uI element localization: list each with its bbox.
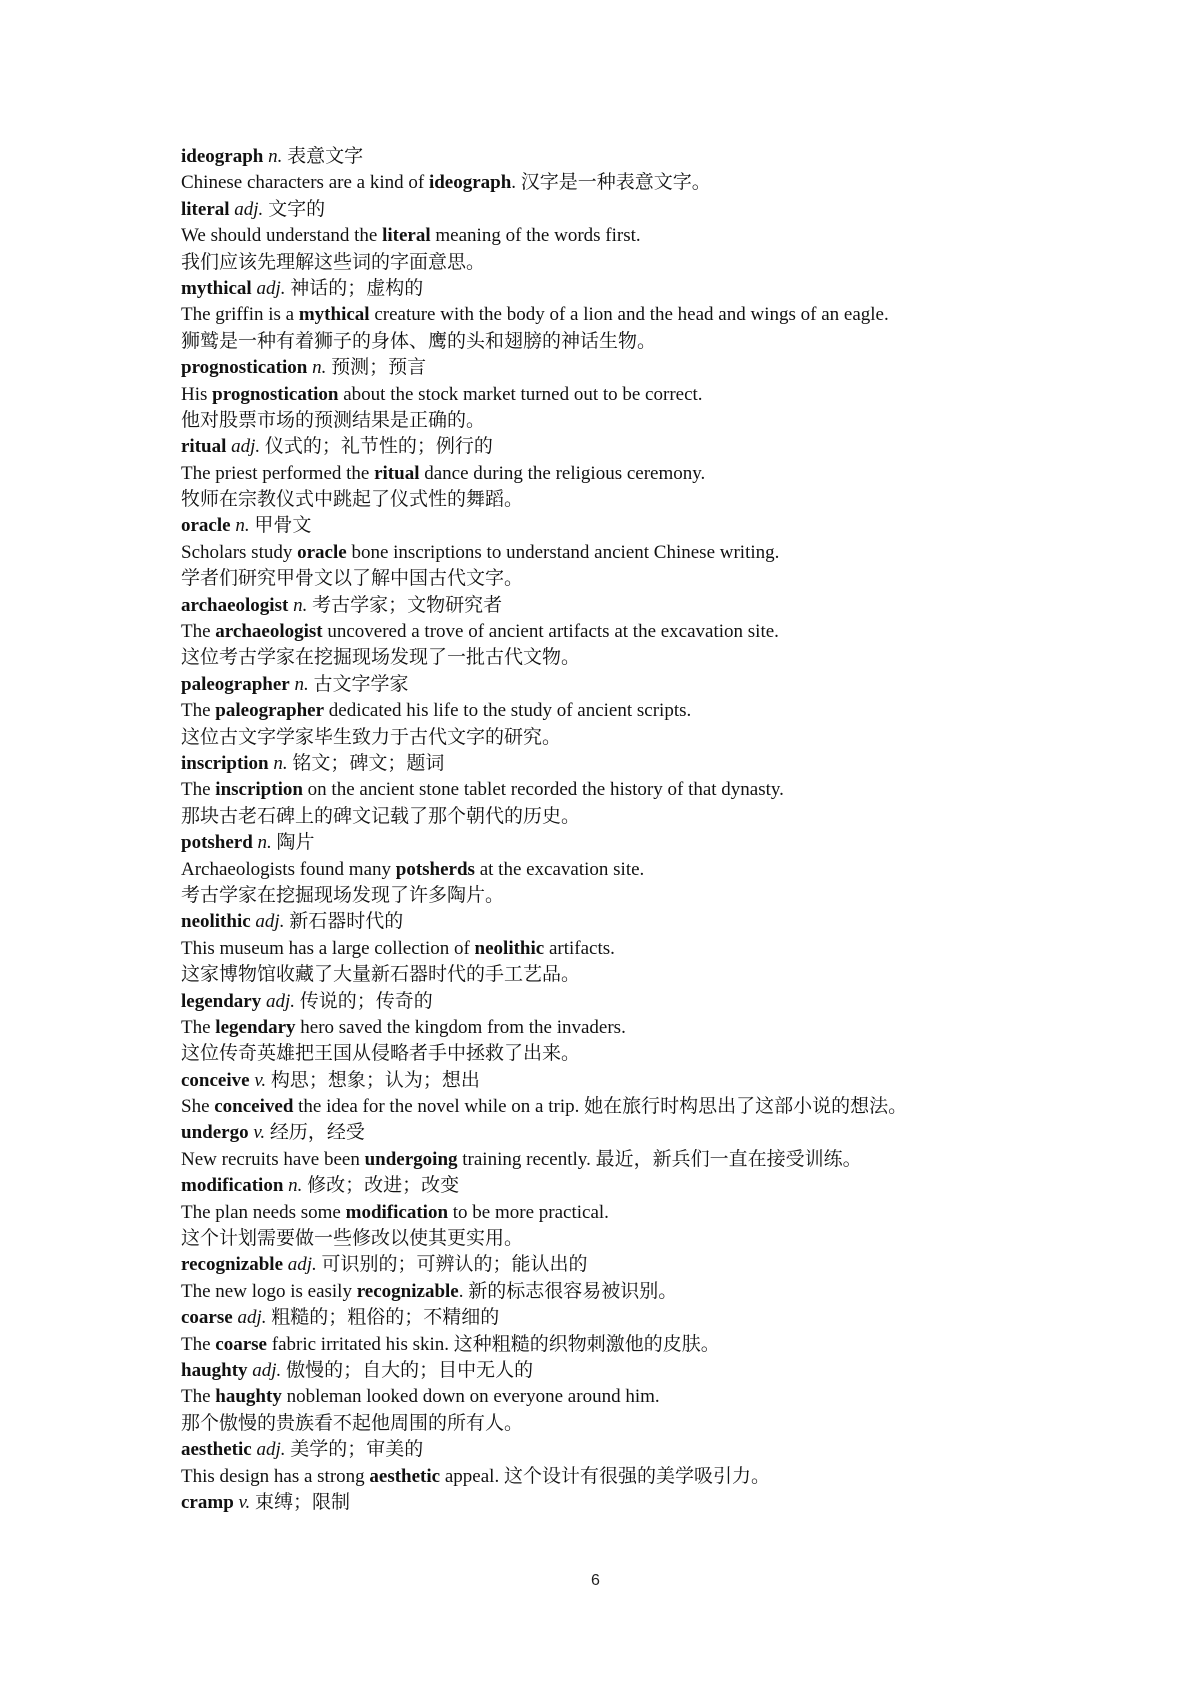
example-text: . 汉字是一种表意文字。 [511,172,711,194]
example-text: Archaeologists found many [181,858,396,880]
example-sentence-line [181,857,1111,883]
highlighted-word: prognostication [212,383,339,405]
example-sentence-line [181,1094,1111,1120]
highlighted-word: inscription [215,779,303,801]
entry-headword-line [181,672,1111,698]
example-text: The priest performed the [181,462,375,484]
highlighted-word: ritual [374,462,420,484]
part-of-speech: v. [253,1122,266,1144]
example-text: She [181,1096,215,1118]
part-of-speech: n. [268,146,283,167]
chinese-meaning: 美学的；审美的 [290,1439,424,1461]
example-text: 那个傲慢的贵族看不起他周围的所有人。 [181,1412,524,1434]
vocab-entry [181,355,1111,434]
example-text: fabric irritated his skin. 这种粗糙的织物刺激他的皮肤。 [267,1333,720,1355]
vocab-entry [181,1120,1111,1173]
example-text: bone inscriptions to understand ancient Chinese writing. [346,541,780,563]
chinese-meaning: 考古学家；文物研究者 [312,594,503,616]
chinese-meaning: 粗糙的；粗俗的；不精细的 [271,1307,500,1329]
highlighted-word: modification [345,1201,449,1223]
part-of-speech: adj. [265,990,295,1012]
entry-headword-line [181,989,1111,1015]
headword: ritual [181,436,227,458]
vocab-entry [181,276,1111,355]
example-sentence-line [181,329,1111,355]
example-text: meaning of the words first. [430,225,641,247]
vocab-entry [181,593,1111,672]
highlighted-word: recognizable [356,1280,459,1302]
headword: legendary [181,990,262,1012]
part-of-speech: n. [294,673,309,695]
chinese-meaning: 传说的；传奇的 [299,990,433,1012]
entry-headword-line [181,1305,1111,1331]
entry-headword-line [181,144,1111,170]
example-sentence-line [181,619,1111,645]
vocab-entry [181,830,1111,909]
entry-headword-line [181,434,1111,460]
entry-headword-line [181,1358,1111,1384]
example-text: about the stock market turned out to be correct. [338,383,703,405]
example-text: The new logo is easily [181,1280,357,1302]
example-sentence-line [181,1279,1111,1305]
headword: coarse [181,1307,233,1329]
page-number: 6 [591,1572,600,1589]
part-of-speech: adj. [255,911,285,933]
headword: inscription [181,752,269,774]
example-text: hero saved the kingdom from the invaders. [295,1016,626,1038]
chinese-meaning: 新石器时代的 [289,911,404,933]
example-text: 我们应该先理解这些词的字面意思。 [181,251,486,273]
highlighted-word: conceived [214,1096,294,1118]
headword: modification [181,1175,284,1197]
example-text: Chinese characters are a kind of [181,172,429,194]
part-of-speech: n. [257,832,272,854]
vocab-entry [181,197,1111,276]
highlighted-word: undergoing [364,1148,458,1170]
part-of-speech: n. [273,752,288,774]
part-of-speech: v. [254,1069,267,1091]
part-of-speech: adj. [234,198,264,220]
example-sentence-line [181,487,1111,513]
example-sentence-line [181,725,1111,751]
vocab-entry [181,434,1111,513]
entry-headword-line [181,830,1111,856]
chinese-meaning: 仪式的；礼节性的；例行的 [264,436,493,458]
example-text: 这位传奇英雄把王国从侵略者手中拯救了出来。 [181,1043,581,1065]
example-sentence-line [181,777,1111,803]
example-text: New recruits have been [181,1148,365,1170]
example-text: . 新的标志很容易被识别。 [458,1280,678,1302]
example-sentence-line [181,1226,1111,1252]
example-text: dedicated his life to the study of ancient scripts. [324,700,692,722]
example-sentence-line [181,1384,1111,1410]
entry-headword-line [181,1120,1111,1146]
example-sentence-line [181,461,1111,487]
example-text: to be more practical. [448,1201,609,1223]
vocab-entry [181,1252,1111,1305]
entry-headword-line [181,909,1111,935]
example-text: This museum has a large collection of [181,937,475,959]
example-text: dance during the religious ceremony. [419,462,706,484]
headword: literal [181,198,230,220]
example-text: creature with the body of a lion and the head and wings of an eagle. [369,304,889,326]
headword: aesthetic [181,1439,252,1461]
highlighted-word: potsherds [395,858,475,880]
highlighted-word: legendary [215,1016,296,1038]
example-sentence-line [181,1015,1111,1041]
example-text: 考古学家在挖掘现场发现了许多陶片。 [181,884,505,906]
highlighted-word: aesthetic [369,1465,441,1487]
example-text: 他对股票市场的预测结果是正确的。 [181,409,486,431]
headword: mythical [181,277,252,299]
example-text: training recently. 最近，新兵们一直在接受训练。 [457,1148,862,1170]
chinese-meaning: 可识别的；可辨认的；能认出的 [321,1254,588,1276]
example-text: uncovered a trove of ancient artifacts at the excavation site. [322,621,779,643]
entry-headword-line [181,751,1111,777]
example-sentence-line [181,1200,1111,1226]
example-text: 这家博物馆收藏了大量新石器时代的手工艺品。 [181,964,581,986]
example-sentence-line [181,936,1111,962]
example-text: 学者们研究甲骨文以了解中国古代文字。 [181,568,524,590]
vocab-entry [181,672,1111,751]
vocab-entry [181,1437,1111,1490]
entry-headword-line [181,1437,1111,1463]
example-text: nobleman looked down on everyone around him. [281,1386,660,1408]
example-sentence-line [181,250,1111,276]
chinese-meaning: 构思；想象；认为；想出 [270,1069,480,1091]
chinese-meaning: 修改；改进；改变 [307,1175,460,1197]
headword: conceive [181,1069,250,1091]
example-text: His [181,383,213,405]
example-sentence-line [181,1332,1111,1358]
highlighted-word: paleographer [215,700,325,722]
example-text: 这个计划需要做一些修改以使其更实用。 [181,1228,524,1250]
vocab-entry [181,1305,1111,1358]
part-of-speech: n. [312,357,327,379]
highlighted-word: mythical [298,304,370,326]
entry-headword-line [181,593,1111,619]
example-text: appeal. 这个设计有很强的美学吸引力。 [440,1465,770,1487]
entry-headword-line [181,513,1111,539]
headword: recognizable [181,1254,284,1276]
vocab-entry [181,1358,1111,1437]
chinese-meaning: 表意文字 [287,146,364,167]
example-text: The griffin is a [181,304,299,326]
highlighted-word: ideograph [428,172,512,194]
example-sentence-line [181,223,1111,249]
highlighted-word: literal [382,225,431,247]
entry-headword-line [181,1173,1111,1199]
headword: ideograph [181,146,264,167]
example-sentence-line [181,645,1111,671]
chinese-meaning: 古文字学家 [313,673,409,695]
chinese-meaning: 文字的 [268,198,326,220]
headword: prognostication [181,357,308,379]
chinese-meaning: 束缚；限制 [255,1491,351,1513]
entry-headword-line [181,355,1111,381]
example-sentence-line [181,804,1111,830]
chinese-meaning: 陶片 [276,832,315,854]
entry-headword-line [181,1252,1111,1278]
example-text: The plan needs some [181,1201,346,1223]
vocab-entry [181,144,1111,197]
vocab-entry [181,751,1111,830]
part-of-speech: adj. [287,1254,317,1276]
headword: neolithic [181,911,251,933]
headword: haughty [181,1359,248,1381]
example-text: The [181,1016,216,1038]
entry-headword-line [181,1068,1111,1094]
chinese-meaning: 预测；预言 [331,357,427,379]
headword: archaeologist [181,594,289,616]
entry-headword-line [181,276,1111,302]
chinese-meaning: 傲慢的；自大的；目中无人的 [286,1359,534,1381]
example-text: on the ancient stone tablet recorded the history of that dynasty. [302,779,784,801]
vocab-entry [181,909,1111,988]
chinese-meaning: 铭文；碑文；题词 [292,752,445,774]
highlighted-word: archaeologist [215,621,323,643]
example-text: The [181,1333,216,1355]
chinese-meaning: 经历，经受 [269,1122,365,1144]
example-text: 牧师在宗教仪式中跳起了仪式性的舞蹈。 [181,489,524,511]
headword: cramp [181,1491,234,1513]
example-text: The [181,621,216,643]
example-text: 狮鹫是一种有着狮子的身体、鹰的头和翅膀的神话生物。 [181,330,657,352]
example-text: The [181,700,216,722]
headword: paleographer [181,673,290,695]
entry-headword-line [181,1490,1111,1516]
example-sentence-line [181,408,1111,434]
part-of-speech: v. [238,1491,251,1513]
highlighted-word: neolithic [474,937,545,959]
example-sentence-line [181,883,1111,909]
example-text: 那块古老石碑上的碑文记载了那个朝代的历史。 [181,805,581,827]
highlighted-word: coarse [215,1333,267,1355]
chinese-meaning: 甲骨文 [254,515,312,537]
vocab-entry [181,1490,1111,1516]
part-of-speech: adj. [252,1359,282,1381]
vocabulary-list [181,144,1111,1516]
example-text: We should understand the [181,225,383,247]
part-of-speech: adj. [256,277,286,299]
headword: potsherd [181,832,253,854]
vocab-entry [181,989,1111,1068]
part-of-speech: n. [288,1175,303,1197]
example-sentence-line [181,566,1111,592]
vocab-entry [181,1068,1111,1121]
part-of-speech: adj. [237,1307,267,1329]
example-text: Scholars study [181,541,298,563]
example-text: 这位古文字学家毕生致力于古代文字的研究。 [181,726,562,748]
example-sentence-line [181,302,1111,328]
example-text: the idea for the novel while on a trip. 她在旅行时构思出了这部小说的想法。 [293,1096,908,1118]
example-text: The [181,1386,216,1408]
part-of-speech: n. [235,515,250,537]
example-sentence-line [181,170,1111,196]
part-of-speech: adj. [256,1439,286,1461]
example-sentence-line [181,962,1111,988]
example-text: 这位考古学家在挖掘现场发现了一批古代文物。 [181,647,581,669]
example-sentence-line [181,698,1111,724]
example-sentence-line [181,540,1111,566]
highlighted-word: haughty [215,1386,282,1408]
example-sentence-line [181,1411,1111,1437]
example-sentence-line [181,382,1111,408]
example-text: at the excavation site. [474,858,645,880]
part-of-speech: n. [293,594,308,616]
example-text: The [181,779,216,801]
example-text: artifacts. [544,937,615,959]
example-sentence-line [181,1147,1111,1173]
example-sentence-line [181,1041,1111,1067]
headword: oracle [181,515,231,537]
part-of-speech: adj. [231,436,261,458]
example-sentence-line [181,1464,1111,1490]
highlighted-word: oracle [297,541,347,563]
vocab-entry [181,1173,1111,1252]
example-text: This design has a strong [181,1465,370,1487]
headword: undergo [181,1122,249,1144]
entry-headword-line [181,197,1111,223]
vocab-entry [181,513,1111,592]
chinese-meaning: 神话的；虚构的 [290,277,424,299]
